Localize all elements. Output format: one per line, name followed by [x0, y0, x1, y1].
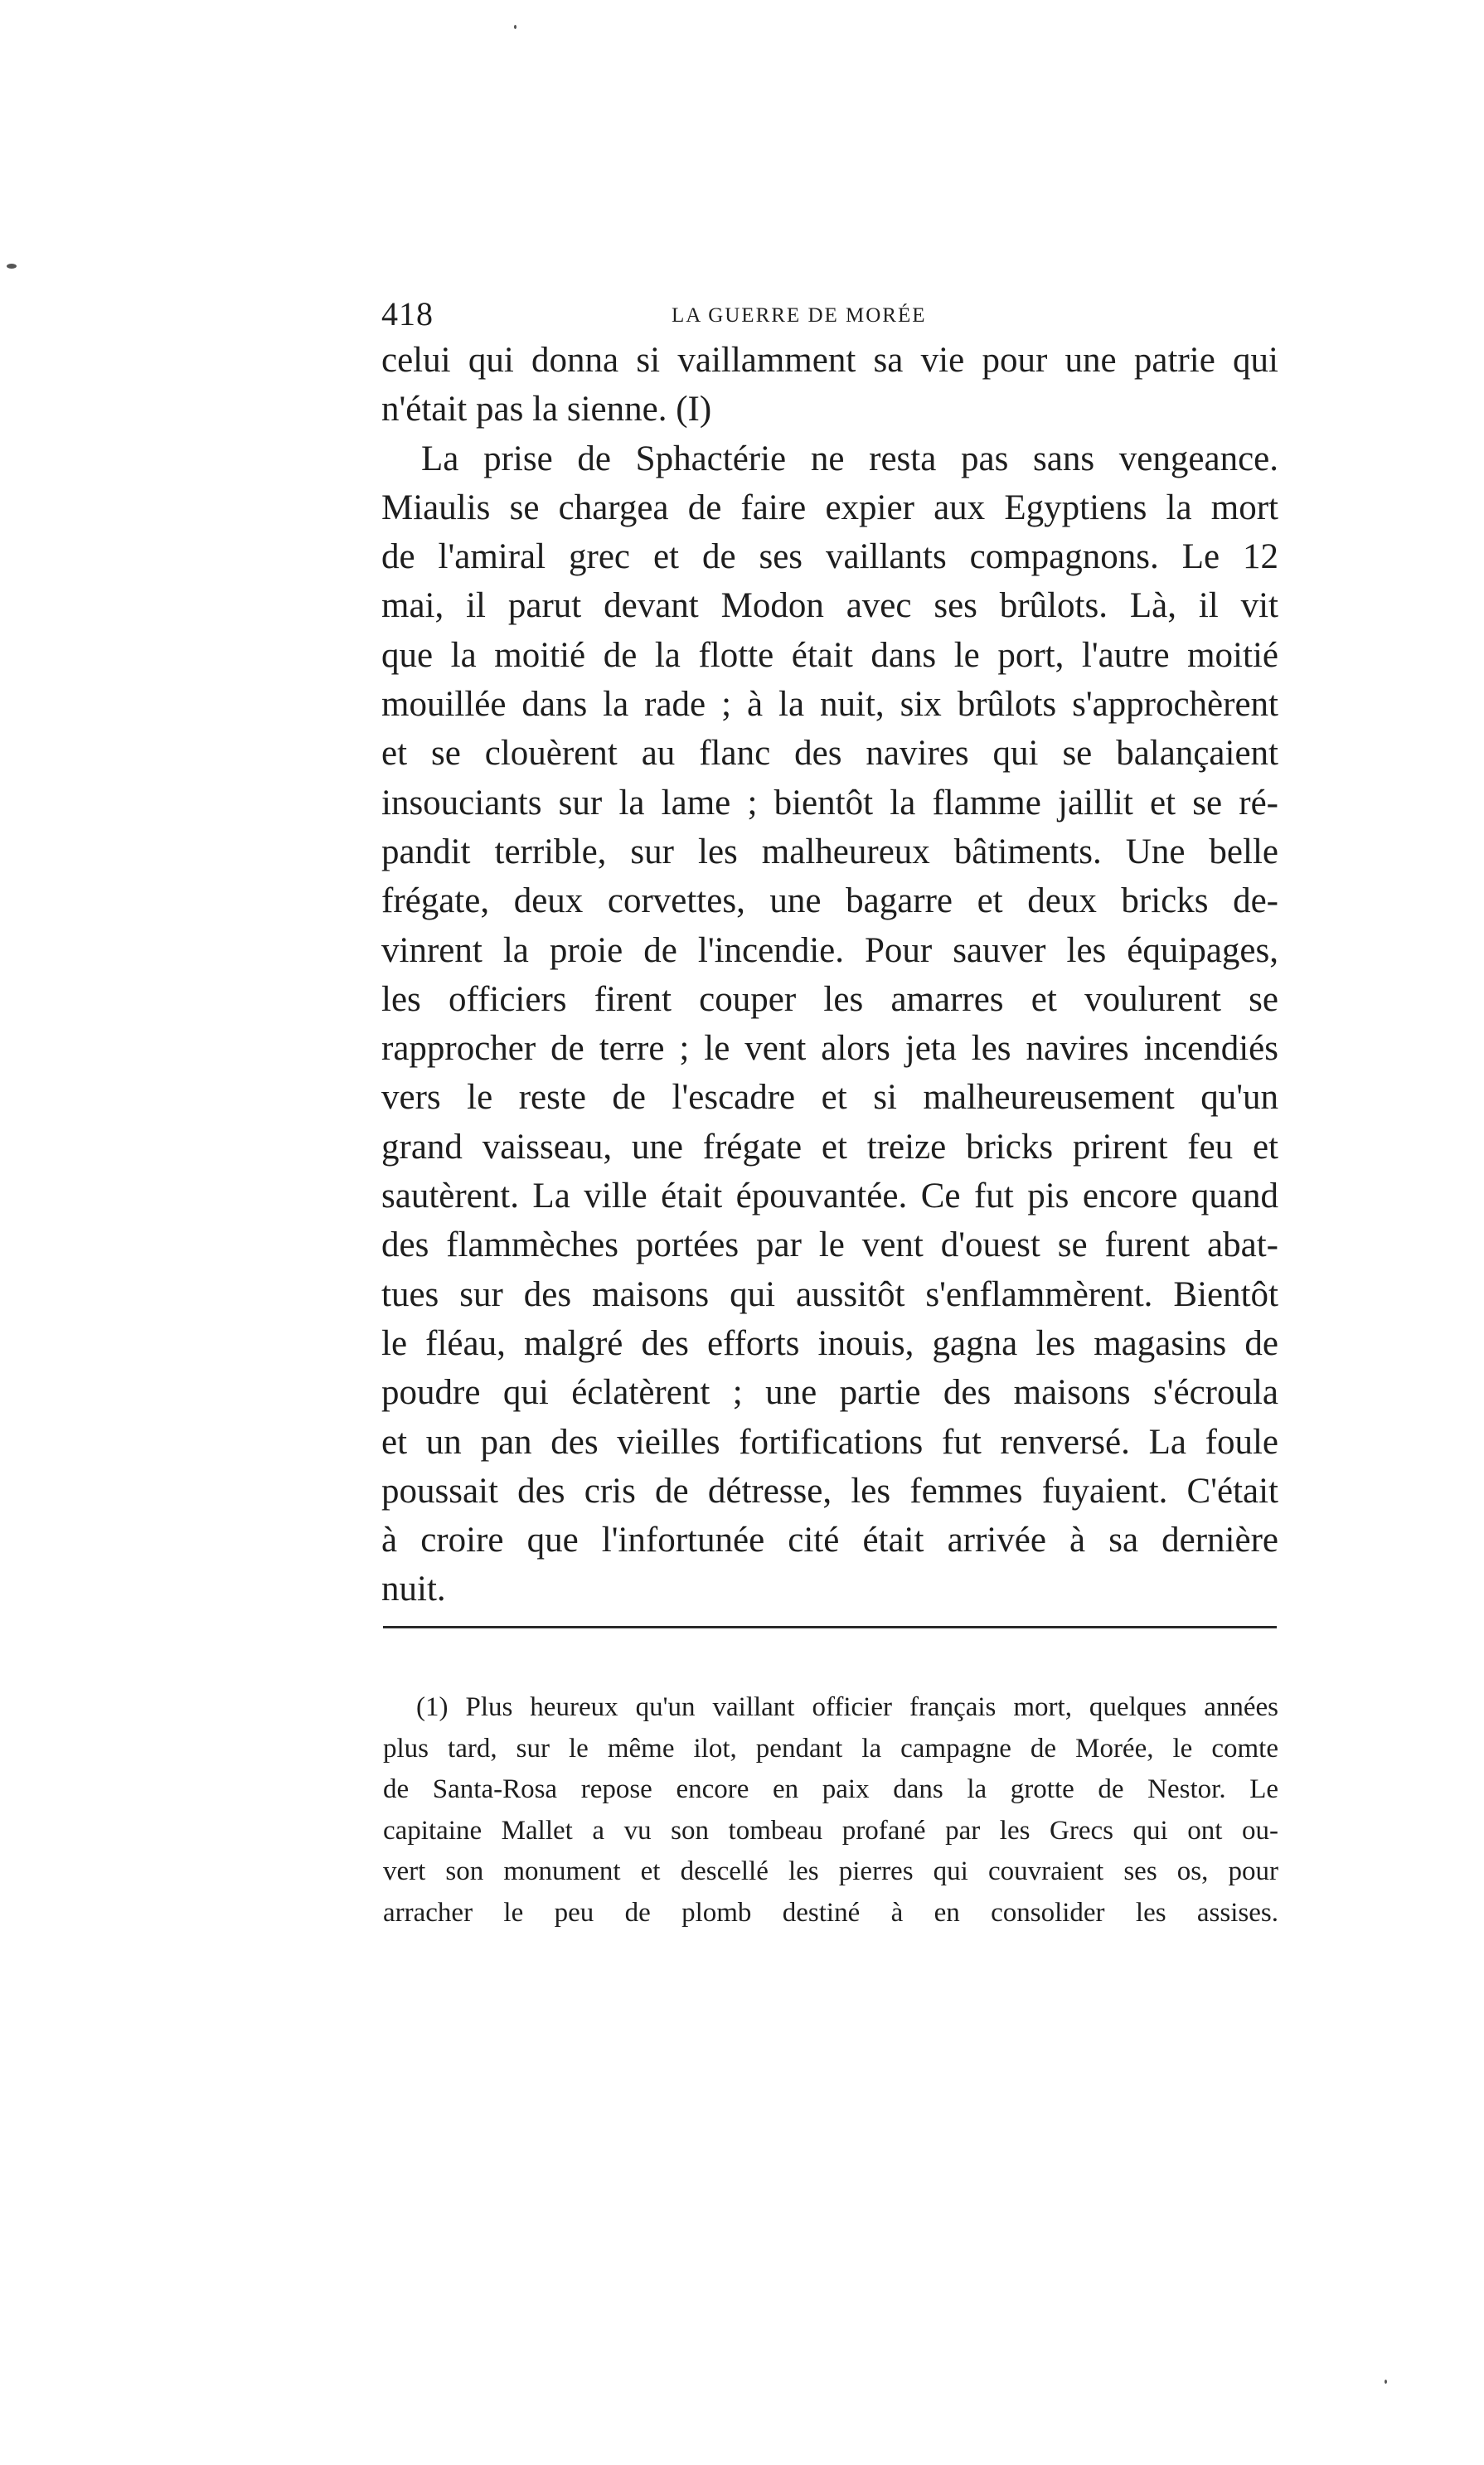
footnote-line: capitaine Mallet a vu son tombeau profané par les Grecs qui ont ou-: [383, 1815, 1278, 1846]
text-line: et se clouèrent au flanc des navires qui se balançaient: [381, 734, 1278, 774]
text-line: frégate, deux corvettes, une bagarre et deux bricks de-: [381, 881, 1278, 921]
text-line: mai, il parut devant Modon avec ses brûlots. Là, il vit: [381, 586, 1278, 626]
text-line: mouillée dans la rade ; à la nuit, six brûlots s'approchèrent: [381, 685, 1278, 725]
footnote-line: arracher le peu de plomb destiné à en consolider les assises.: [383, 1897, 1278, 1928]
footnote-separator: [383, 1626, 1277, 1628]
text-line: vinrent la proie de l'incendie. Pour sauver les équipages,: [381, 930, 1278, 970]
text-line: celui qui donna si vaillamment sa vie pour une patrie qui: [381, 341, 1278, 380]
text-line: pandit terrible, sur les malheureux bâtiments. Une belle: [381, 832, 1278, 871]
footnote-line: vert son monument et descellé les pierres qui couvraient ses os, pour: [383, 1856, 1278, 1886]
page-header: [381, 294, 1277, 336]
paragraph: [381, 434, 1278, 1614]
text-line: que la moitié de la flotte était dans le port, l'autre moitié: [381, 635, 1278, 675]
text-line: poussait des cris de détresse, les femmes fuyaient. C'était: [381, 1471, 1278, 1511]
text-line: n'était pas la sienne. (I): [381, 390, 712, 429]
text-line: nuit.: [381, 1570, 446, 1609]
text-line: et un pan des vieilles fortifications fut renversé. La foule: [381, 1422, 1278, 1462]
footnote-line: (1) Plus heureux qu'un vaillant officier français mort, quelques années: [416, 1692, 1278, 1722]
footnote-line: plus tard, sur le même ilot, pendant la campagne de Morée, le comte: [383, 1733, 1278, 1764]
text-line: le fléau, malgré des efforts inouis, gagna les magasins de: [381, 1323, 1278, 1363]
text-line: vers le reste de l'escadre et si malheureusement qu'un: [381, 1078, 1278, 1118]
text-line: rapprocher de terre ; le vent alors jeta les navires incendiés: [381, 1029, 1278, 1069]
page-number: 418: [381, 295, 434, 332]
footnote: [383, 1687, 1278, 1934]
text-line: les officiers firent couper les amarres et voulurent se: [381, 979, 1278, 1019]
text-line: des flammèches portées par le vent d'ouest se furent abat-: [381, 1225, 1278, 1265]
scan-speck: [514, 25, 516, 29]
footnote-line: de Santa-Rosa repose encore en paix dans la grotte de Nestor. Le: [383, 1774, 1278, 1804]
scan-speck: [7, 264, 17, 269]
text-line: sautèrent. La ville était épouvantée. Ce fut pis encore quand: [381, 1177, 1278, 1216]
running-title: LA GUERRE DE MORÉE: [672, 304, 927, 327]
text-line: poudre qui éclatèrent ; une partie des maisons s'écroula: [381, 1373, 1278, 1413]
text-line: à croire que l'infortunée cité était arrivée à sa dernière: [381, 1521, 1278, 1560]
paragraph: [381, 336, 1278, 434]
text-line: grand vaisseau, une frégate et treize bricks prirent feu et: [381, 1127, 1278, 1167]
text-line: Miaulis se chargea de faire expier aux Egyptiens la mort: [381, 488, 1278, 527]
text-line: insouciants sur la lame ; bientôt la flamme jaillit et se ré-: [381, 783, 1278, 822]
text-line: La prise de Sphactérie ne resta pas sans vengeance.: [421, 439, 1278, 478]
text-line: tues sur des maisons qui aussitôt s'enflammèrent. Bientôt: [381, 1274, 1278, 1314]
body-text: [381, 336, 1278, 1614]
text-line: de l'amiral grec et de ses vaillants compagnons. Le 12: [381, 537, 1278, 577]
scan-speck: [1385, 2380, 1387, 2384]
